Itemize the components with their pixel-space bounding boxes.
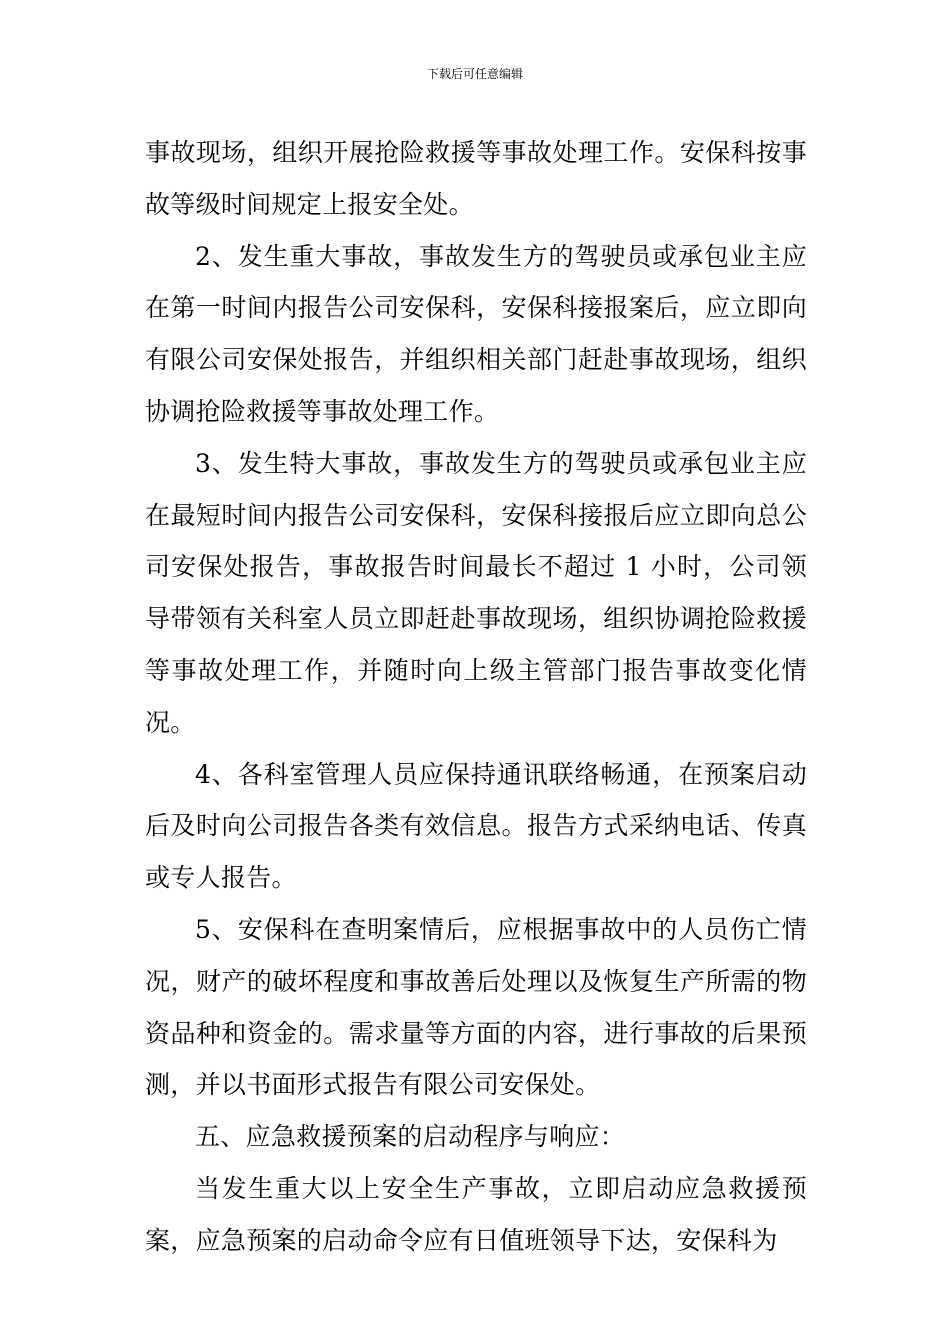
document-body: [145, 127, 807, 1267]
paragraph-3: 3、发生特大事故，事故发生方的驾驶员或承包业主应在最短时间内报告公司安保科，安保科接报后应立即向总公司安保处报告，事故报告时间最长不超过 1 小时，公司领导带领有关科室人员立即赶赴事故现场，组织协调抢险救援等事故处理工作，并随时向上级主管部门报告事故变化情况。: [145, 448, 807, 737]
paragraph-1: 事故现场，组织开展抢险救援等事故处理工作。安保科按事故等级时间规定上报安全处。: [145, 138, 807, 219]
paragraph-5: 5、安保科在查明案情后，应根据事故中的人员伤亡情况，财产的破坏程度和事故善后处理以及恢复生产所需的物资品种和资金的。需求量等方面的内容，进行事故的后果预测，并以书面形式报告有限公司安保处。: [145, 914, 807, 1100]
paragraph-4: 4、各科室管理人员应保持通讯联络畅通，在预案启动后及时向公司报告各类有效信息。报告方式采纳电话、传真或专人报告。: [145, 759, 807, 893]
section-heading: 五、应急救援预案的启动程序与响应：: [195, 1122, 626, 1152]
page-header-note: 下载后可任意编辑: [426, 67, 523, 81]
paragraph-6: 当发生重大以上安全生产事故，立即启动应急救援预案，应急预案的启动命令应有日值班领导下达，安保科为: [145, 1173, 807, 1255]
paragraph-2: 2、发生重大事故，事故发生方的驾驶员或承包业主应在第一时间内报告公司安保科，安保科接报案后，应立即向有限公司安保处报告，并组织相关部门赶赴事故现场，组织协调抢险救援等事故处理工作。: [145, 241, 807, 426]
